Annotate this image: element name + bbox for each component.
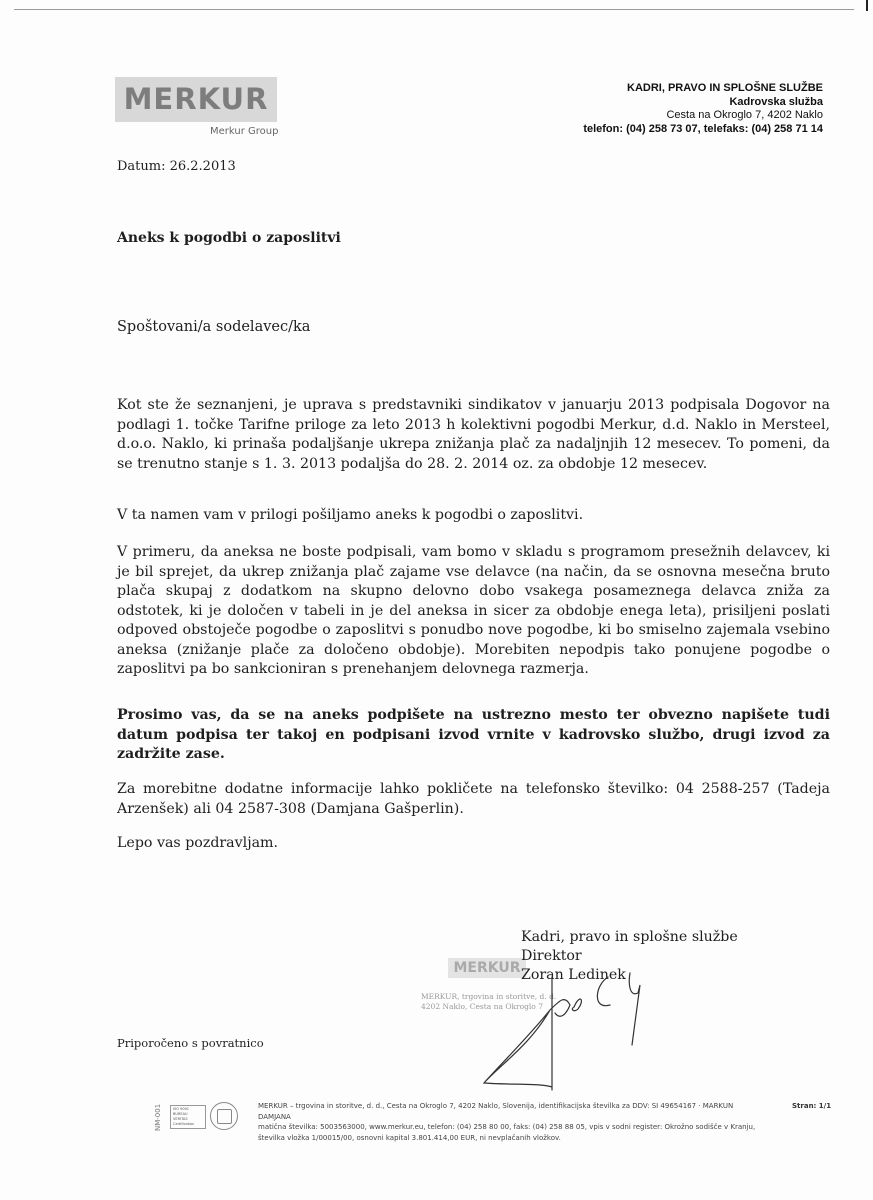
- unit-name: Kadrovska služba: [729, 95, 823, 108]
- document-title: Aneks k pogodbi o zaposlitvi: [117, 230, 341, 246]
- stamp-line-2: 4202 Naklo, Cesta na Okroglo 7: [421, 1002, 543, 1011]
- paragraph-consequences: V primeru, da aneksa ne boste podpisali, vam bomo v skladu s programom presežnih delavcev, ki je bil sprejet, da ukrep znižanja plač zajame vse delavce (na način, da se osnovna mesečna bruto plača skupaj z dodatkom na skupno delovno dobo vsakega posameznega delavca zniža za odstotek, ki je določen v tabeli in je del aneksa in sicer za obdobje enega leta), prisiljeni poslati odpoved obstoječe pogodbe o zaposlitvi s ponudbo nove pogodbe, ki bo smiselno zajemala vsebino aneksa (znižanje plače za določeno obdobje). Morebiten nepodpis tako ponujene pogodbe o zaposlitvi pa bo sankcioniran s prenehanjem delovnega razmerja.: [117, 544, 830, 677]
- certification-code: NM-001: [154, 1103, 162, 1131]
- letterhead-contact: [583, 82, 823, 136]
- paragraph-closing: Lepo vas pozdravljam.: [117, 835, 279, 851]
- footer-line-1: MERKUR – trgovina in storitve, d. d., Cesta na Okroglo 7, 4202 Naklo, Slovenija, identifikacijska številka za DDV: SI 49654167 · MARKUN DAMJANA: [258, 1102, 734, 1121]
- paragraph-annex-attached: V ta namen vam v prilogi pošiljamo aneks k pogodbi o zaposlitvi.: [117, 507, 584, 523]
- merkur-logo: [115, 77, 277, 122]
- company-stamp-logo: MERKUR: [448, 958, 526, 978]
- bureau-veritas-seal-icon: [210, 1102, 238, 1130]
- cert-box-line: BUREAU VERITAS: [173, 1112, 188, 1121]
- address: Cesta na Okroglo 7, 4202 Naklo: [666, 109, 823, 121]
- iso-certificate-box: [170, 1105, 206, 1129]
- salutation: Spoštovani/a sodelavec/ka: [117, 319, 311, 335]
- logo-subtitle: Merkur Group: [210, 126, 279, 137]
- stamp-line-1: MERKUR, trgovina in storitve, d. d.: [421, 992, 557, 1001]
- logo-text: MERKUR: [123, 82, 269, 116]
- footer-line-3: številka vložka 1/00015/00, osnovni kapital 3.801.414,00 EUR, ni nevplačanih vložkov.: [258, 1133, 561, 1142]
- department-name: KADRI, PRAVO IN SPLOŠNE SLUŽBE: [627, 82, 823, 94]
- scan-border-line: [14, 9, 854, 10]
- footer-line-2: matična številka: 5003563000, www.merkur.eu, telefon: (04) 258 80 00, faks: (04) 258 88 05, vpis v sodni register: Okrožno sodišče v Kranju,: [258, 1123, 756, 1131]
- scan-edge-mark: [866, 0, 868, 11]
- certification-mark: [170, 1101, 250, 1133]
- phone-line: telefon: (04) 258 73 07, telefaks: (04) 258 71 14: [583, 122, 823, 135]
- paragraph-signing-instructions: Prosimo vas, da se na aneks podpišete na ustrezno mesto ter obvezno napišete tudi datum podpisa ter takoj en podpisani izvod vrnite v kadrovsko službo, drugi izvod za zadržite zase.: [117, 707, 830, 762]
- signatory-department: Kadri, pravo in splošne službe: [521, 929, 738, 945]
- cert-box-line: Certification: [173, 1122, 195, 1126]
- document-date: Datum: 26.2.2013: [117, 159, 236, 174]
- page-number: Stran: 1/1: [792, 1102, 832, 1110]
- cert-box-line: ISO 9001: [173, 1107, 190, 1111]
- delivery-note: Priporočeno s povratnico: [117, 1036, 264, 1050]
- signatory-name: Zoran Ledinek: [521, 967, 626, 983]
- paragraph-contact-info: Za morebitne dodatne informacije lahko pokličete na telefonsko številko: 04 2588-257 (Tadeja Arzenšek) ali 04 2587-308 (Damjana Gašperlin).: [117, 781, 830, 817]
- signatory-role: Direktor: [521, 948, 582, 964]
- handwritten-signature: [470, 965, 660, 1095]
- company-footer: [258, 1101, 768, 1143]
- paragraph-agreement: Kot ste že seznanjeni, je uprava s predstavniki sindikatov v januarju 2013 podpisala Dogovor na podlagi 1. točke Tarifne priloge za leto 2013 h kolektivni pogodbi Merkur, d.d. Naklo in Mersteel, d.o.o. Naklo, ki prinaša podaljšanje ukrepa znižanja plač za nadaljnjih 12 mesecev. To pomeni, da se trenutno stanje s 1. 3. 2013 podaljša do 28. 2. 2014 oz. za obdobje 12 mesecev.: [117, 397, 830, 472]
